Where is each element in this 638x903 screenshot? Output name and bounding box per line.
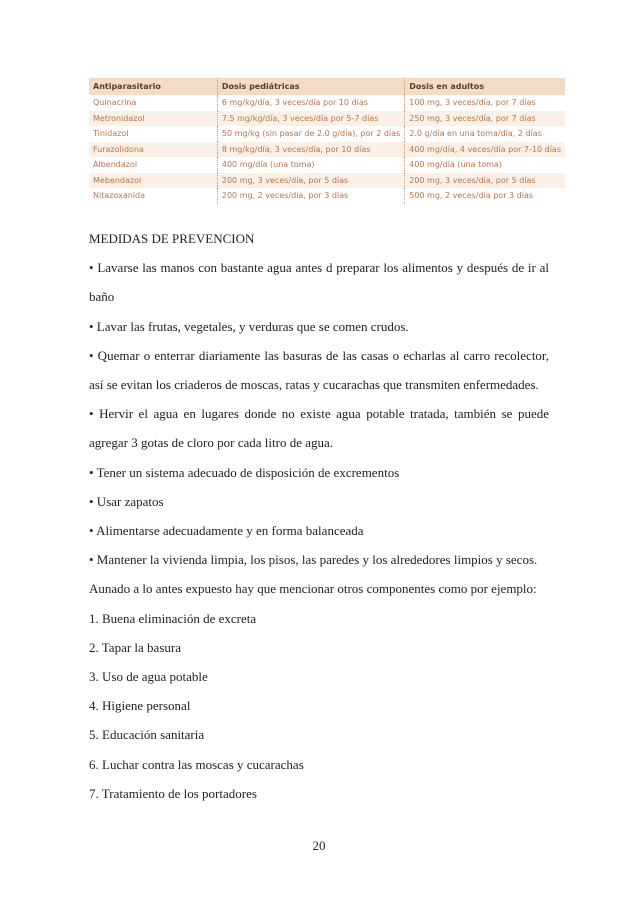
table-cell: Metronidazol — [89, 111, 217, 127]
text-line: • Quemar o enterrar diariamente las basuras de las casas o echarlas al carro recolector, — [89, 347, 549, 363]
antiparasitic-dosage-table — [89, 78, 565, 204]
text-line: • Lavar las frutas, vegetales, y verduras que se comen crudos. — [89, 318, 409, 334]
table-cell: 6 mg/kg/día, 3 veces/día por 10 días — [217, 95, 404, 111]
text-line: • Alimentarse adecuadamente y en forma balanceada — [89, 523, 364, 539]
table-cell: 400 mg/día, 4 veces/día por 7-10 días — [405, 142, 565, 158]
table-cell: Quinacrina — [89, 95, 217, 111]
table-cell: 100 mg, 3 veces/día, por 7 días — [405, 95, 565, 111]
text-line: agregar 3 gotas de cloro por cada litro de agua. — [89, 435, 334, 451]
text-line: 1. Buena eliminación de excreta — [89, 610, 257, 626]
table-header-cell: Antiparasitario — [89, 78, 217, 95]
table-row — [89, 157, 565, 173]
table-cell: Mebendazol — [89, 173, 217, 189]
table-cell: Tinidazol — [89, 126, 217, 142]
table-cell: 50 mg/kg (sin pasar de 2.0 g/día), por 2 días — [217, 126, 404, 142]
table-cell: 250 mg, 3 veces/día, por 7 días — [405, 111, 565, 127]
table-header-cell: Dosis en adultos — [405, 78, 565, 95]
text-line: baño — [89, 289, 115, 305]
page-number: 20 — [312, 838, 326, 853]
text-line: así se evitan los criaderos de moscas, ratas y cucarachas que transmiten enfermedades. — [89, 377, 539, 393]
table-row — [89, 142, 565, 158]
text-line: • Tener un sistema adecuado de disposición de excrementos — [89, 464, 400, 480]
text-line: 6. Luchar contra las moscas y cucarachas — [89, 756, 304, 772]
section-heading: MEDIDAS DE PREVENCION — [89, 231, 255, 246]
table-cell: 200 mg, 3 veces/día, por 5 días — [217, 173, 404, 189]
text-line: 5. Educación sanitaria — [89, 727, 205, 743]
table-row — [89, 126, 565, 142]
table-cell: 500 mg, 2 veces/día por 3 días — [405, 188, 565, 204]
table-row — [89, 95, 565, 111]
text-line: 2. Tapar la basura — [89, 639, 181, 655]
table-cell: Albendazol — [89, 157, 217, 173]
table-row — [89, 111, 565, 127]
table-cell: 8 mg/kg/día, 3 veces/día, por 10 días — [217, 142, 404, 158]
table-row — [89, 188, 565, 204]
text-line: 3. Uso de agua potable — [89, 669, 208, 685]
text-line: • Usar zapatos — [89, 493, 164, 509]
table-header-cell: Dosis pediátricas — [217, 78, 404, 95]
table-header-row — [89, 78, 565, 95]
table-cell: 2.0 g/día en una toma/día, 2 días — [405, 126, 565, 142]
table-cell: Furazolidona — [89, 142, 217, 158]
text-line: • Hervir el agua en lugares donde no existe agua potable tratada, también se puede — [89, 406, 549, 422]
text-line: 7. Tratamiento de los portadores — [89, 785, 257, 801]
text-line: 4. Higiene personal — [89, 698, 191, 714]
table-cell: 400 mg/día (una toma) — [405, 157, 565, 173]
text-line: • Mantener la vivienda limpia, los pisos, las paredes y los alrededores limpios y secos. — [89, 552, 538, 568]
body-text — [89, 224, 549, 808]
table-row — [89, 173, 565, 189]
text-line: • Lavarse las manos con bastante agua antes d preparar los alimentos y después de ir al — [89, 260, 549, 276]
table-cell: Nitazoxanida — [89, 188, 217, 204]
table-cell: 200 mg, 3 veces/día, por 5 días — [405, 173, 565, 189]
text-line: Aunado a lo antes expuesto hay que mencionar otros componentes como por ejemplo: — [89, 581, 537, 597]
table-cell: 7.5 mg/kg/día, 3 veces/día por 5-7 días — [217, 111, 404, 127]
table-cell: 200 mg, 2 veces/día, por 3 días — [217, 188, 404, 204]
table-body — [89, 95, 565, 204]
table-cell: 400 mg/día (una toma) — [217, 157, 404, 173]
